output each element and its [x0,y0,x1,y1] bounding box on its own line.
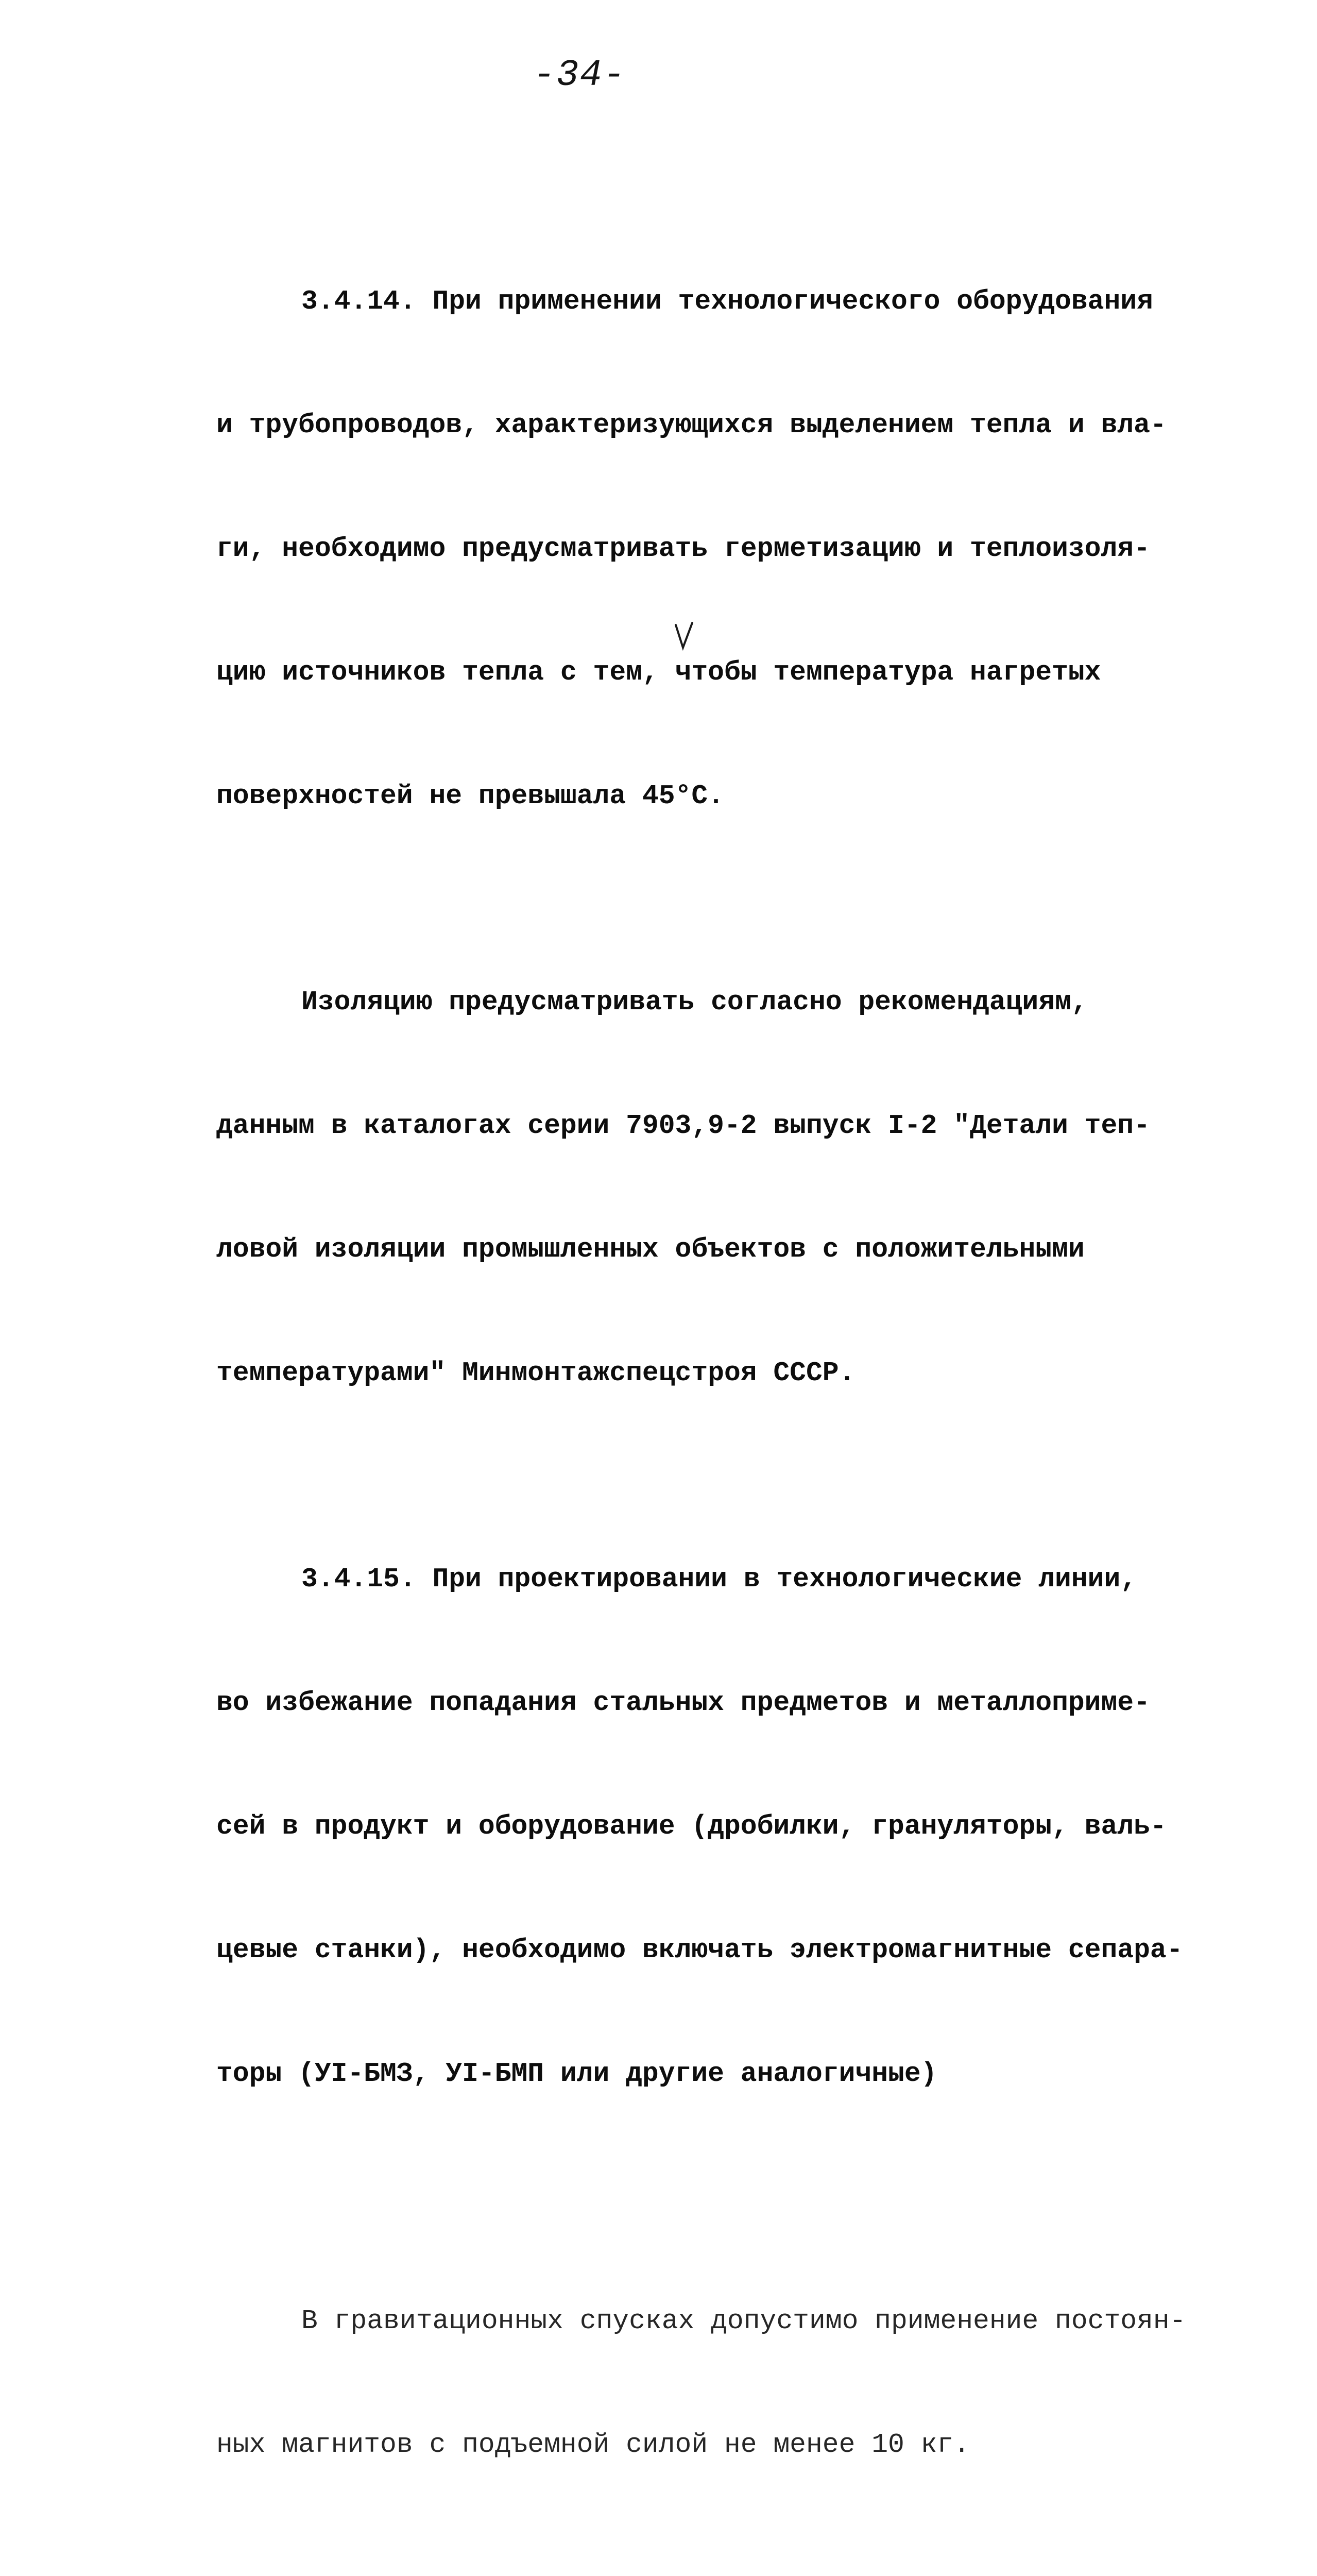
text-line: цию источников тепла с тем, чтобы температура нагретых [216,657,1101,688]
text-line: во избежание попадания стальных предметов и металлоприме- [216,1687,1150,1718]
paragraph-3-4-15 [216,1476,1185,2177]
text-line: 3.4.14. При применении технологического оборудования [301,286,1153,317]
handwritten-check-mark [674,621,694,652]
paragraph-gap [216,2177,1185,2218]
text-line: температурами" Минмонтажспецстроя СССР. [216,1358,856,1388]
document-body [216,198,1185,2576]
text-line: ги, необходимо предусматривать герметизацию и теплоизоля- [216,533,1150,564]
text-line: 3.4.15. При проектировании в технологические линии, [301,1564,1137,1595]
text-line: ных магнитов с подъемной силой не менее 10 кг. [216,2429,970,2460]
text-line: и трубопроводов, характеризующихся выделением тепла и вла- [216,410,1167,440]
text-line: торы (УI-БМЗ, УI-БМП или другие аналогичные) [216,2058,937,2089]
paragraph-3-4-16 [216,2548,1185,2576]
paragraph-gravity [216,2218,1185,2548]
text-line: цевые станки), необходимо включать электромагнитные сепара- [216,1935,1183,1965]
text-line: данным в каталогах серии 7903,9-2 выпуск I-2 "Детали теп- [216,1110,1150,1141]
text-line: сей в продукт и оборудование (дробилки, грануляторы, валь- [216,1811,1167,1842]
text-line: В гравитационных спусках допустимо применение постоян- [301,2306,1186,2336]
page-number: -34- [533,54,626,96]
paragraph-3-4-14 [216,198,1185,899]
text-line: поверхностей не превышала 45°С. [216,781,724,811]
text-line: Изоляцию предусматривать согласно рекомендациям, [301,987,1088,1018]
paragraph-insulation [216,899,1185,1476]
text-line: ловой изоляции промышленных объектов с положительными [216,1234,1085,1265]
